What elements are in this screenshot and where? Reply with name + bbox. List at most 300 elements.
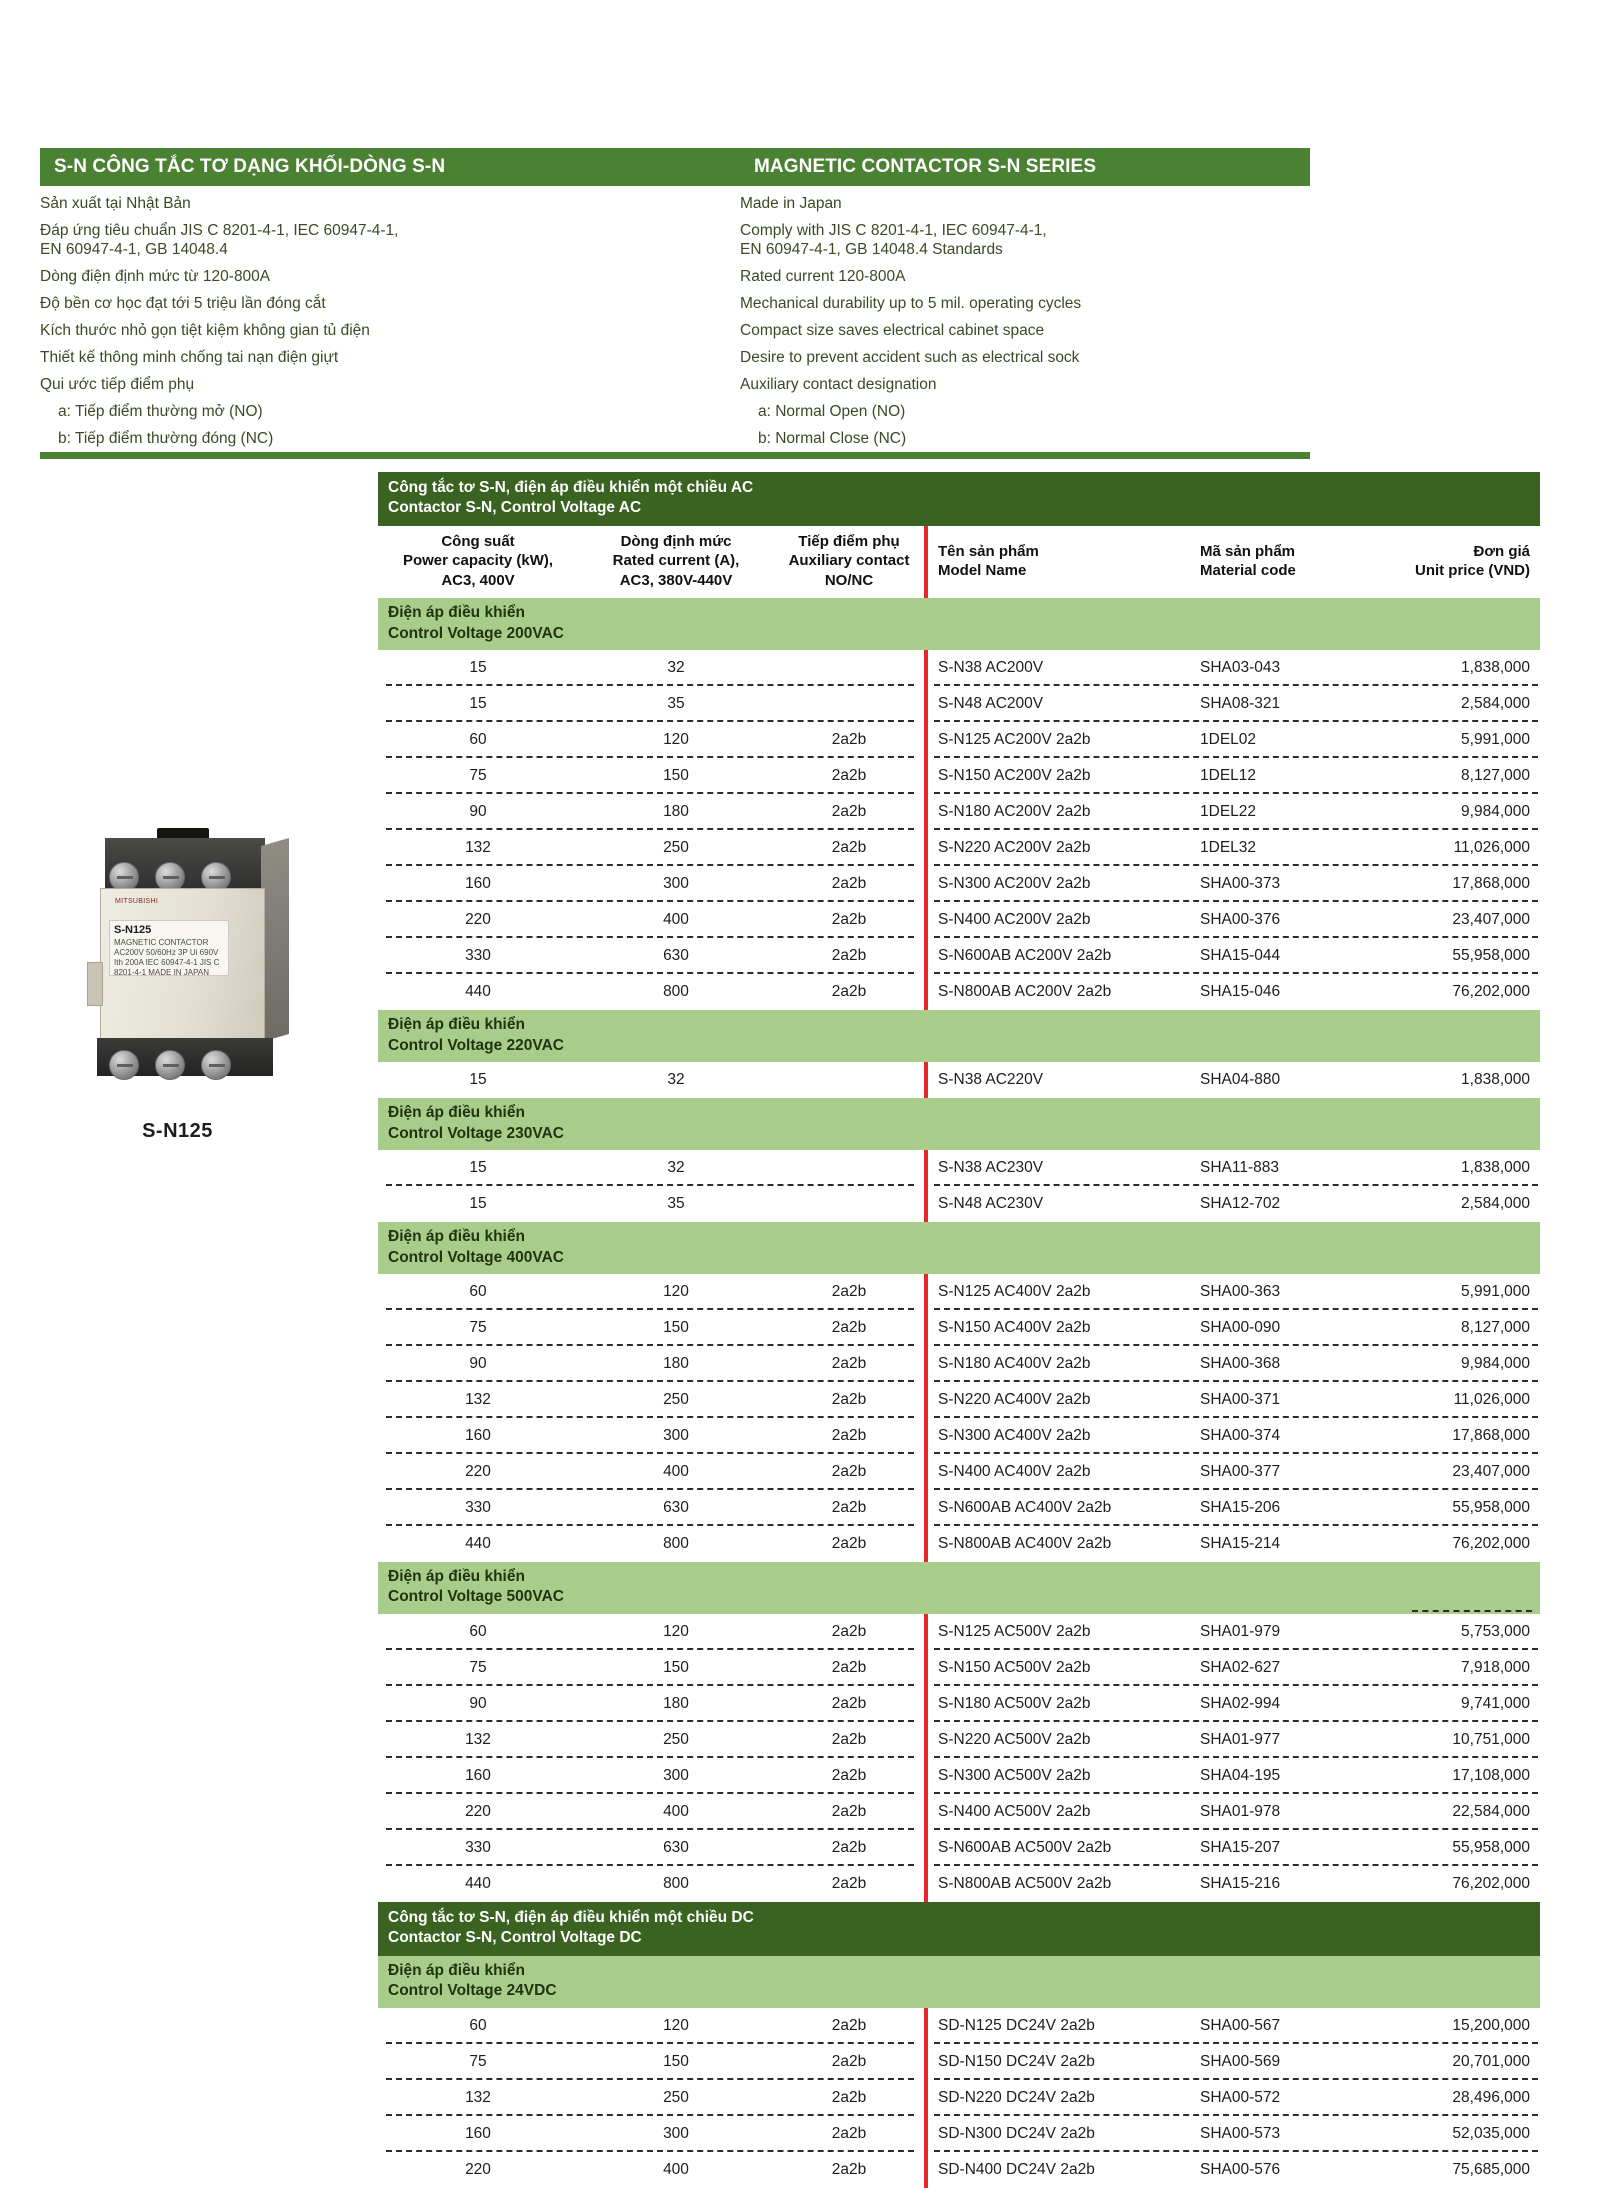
cell-current: 32	[667, 1159, 685, 1177]
cell-model: S-N600AB AC200V 2a2b	[938, 947, 1112, 965]
cell-model: S-N600AB AC400V 2a2b	[938, 1499, 1112, 1517]
cell-current: 630	[663, 947, 689, 965]
col-power-vi: Công suất	[441, 532, 515, 550]
cell-price: 76,202,000	[1452, 1874, 1530, 1892]
cell-power: 90	[469, 1355, 487, 1373]
table-row[interactable]	[378, 1382, 1540, 1418]
cell-auxiliary	[774, 1186, 924, 1222]
cell-power: 60	[469, 2016, 487, 2034]
cell-power: 440	[465, 1535, 491, 1553]
cell-current: 250	[663, 839, 689, 857]
header-divider-rule	[40, 452, 1310, 459]
band-ac-line1: Công tắc tơ S-N, điện áp điều khiển một chiều AC	[388, 479, 754, 496]
desc-en-2: EN 60947-4-1, GB 14048.4 Standards	[740, 240, 1003, 258]
cell-auxiliary: 2a2b	[831, 2088, 867, 2106]
cell-price: 2,584,000	[1461, 1195, 1530, 1213]
cell-code: SHA00-573	[1200, 2124, 1281, 2142]
voltage-subband	[378, 598, 1540, 650]
desc-en-0: Made in Japan	[740, 195, 842, 212]
voltage-subband	[378, 1098, 1540, 1150]
cell-auxiliary: 2a2b	[831, 1427, 867, 1445]
cell-model: S-N38 AC220V	[938, 1071, 1044, 1089]
cell-model: S-N180 AC400V 2a2b	[938, 1355, 1091, 1373]
table-row[interactable]	[378, 722, 1540, 758]
cell-power: 220	[465, 1463, 491, 1481]
cell-auxiliary: 2a2b	[831, 983, 867, 1001]
table-row[interactable]	[378, 2152, 1540, 2188]
terminal-screw	[109, 1050, 139, 1080]
cell-model: S-N38 AC200V	[938, 659, 1044, 677]
cell-code: SHA15-207	[1200, 1838, 1281, 1856]
desc-en-4: Mechanical durability up to 5 mil. operating cycles	[740, 294, 1082, 312]
cell-power: 75	[469, 767, 487, 785]
cell-code: SHA00-569	[1200, 2052, 1281, 2070]
cell-model: S-N150 AC400V 2a2b	[938, 1319, 1091, 1337]
col-current-en: Rated current (A),	[612, 552, 740, 570]
cell-current: 32	[667, 659, 685, 677]
cell-price: 5,991,000	[1461, 1283, 1530, 1301]
desc-vi-8: a: Tiếp điểm thường mở (NO)	[58, 402, 263, 420]
cell-model: S-N38 AC230V	[938, 1159, 1044, 1177]
table-row[interactable]	[378, 974, 1540, 1010]
cell-price: 20,701,000	[1452, 2052, 1530, 2070]
desc-en-7: Auxiliary contact designation	[740, 375, 937, 393]
section-band-dc	[378, 1902, 1540, 1956]
desc-vi-3: Dòng điện định mức từ 120-800A	[40, 267, 271, 285]
terminal-screw	[201, 1050, 231, 1080]
cell-current: 250	[663, 1730, 689, 1748]
cell-current: 300	[663, 1766, 689, 1784]
cell-code: SHA01-977	[1200, 1730, 1281, 1748]
col-aux-spec: NO/NC	[824, 571, 874, 589]
cell-auxiliary: 2a2b	[831, 2016, 867, 2034]
column-header-power	[378, 532, 578, 591]
cell-model: S-N180 AC500V 2a2b	[938, 1694, 1091, 1712]
table-row[interactable]	[378, 650, 1540, 686]
cell-model: S-N400 AC500V 2a2b	[938, 1802, 1091, 1820]
cell-auxiliary: 2a2b	[831, 1730, 867, 1748]
title-vietnamese: S-N CÔNG TẮC TƠ DẠNG KHỐI-DÒNG S-N	[40, 148, 740, 186]
cell-current: 400	[663, 911, 689, 929]
cell-auxiliary: 2a2b	[831, 2052, 867, 2070]
cell-model: S-N400 AC200V 2a2b	[938, 911, 1091, 929]
cell-code: SHA00-371	[1200, 1391, 1281, 1409]
desc-en-6: Desire to prevent accident such as electrical sock	[740, 348, 1080, 366]
cell-current: 400	[663, 1463, 689, 1481]
subband-line2: Control Voltage 200VAC	[388, 624, 564, 642]
table-row[interactable]	[378, 902, 1540, 938]
cell-power: 220	[465, 1802, 491, 1820]
subband-line2: Control Voltage 500VAC	[388, 1588, 564, 1606]
cell-auxiliary: 2a2b	[831, 731, 867, 749]
table-row[interactable]	[378, 1310, 1540, 1346]
col-code-vi: Mã sản phẩm	[1200, 542, 1296, 560]
col-price-en: Unit price (VND)	[1414, 562, 1530, 580]
cell-current: 120	[663, 731, 689, 749]
desc-vi-6: Thiết kế thông minh chống tai nạn điện giựt	[40, 348, 339, 366]
brand-mark: MITSUBISHI	[115, 898, 159, 905]
cell-model: S-N125 AC500V 2a2b	[938, 1622, 1091, 1640]
cell-power: 132	[465, 839, 491, 857]
cell-price: 55,958,000	[1452, 1838, 1530, 1856]
cell-code: SHA04-880	[1200, 1071, 1281, 1089]
table-row[interactable]	[378, 1614, 1540, 1650]
cell-current: 120	[663, 2016, 689, 2034]
product-caption: S-N125	[142, 1120, 213, 1142]
cell-auxiliary: 2a2b	[831, 839, 867, 857]
cell-price: 7,918,000	[1461, 1658, 1530, 1676]
table-row[interactable]	[378, 1346, 1540, 1382]
col-code-en: Material code	[1200, 562, 1296, 580]
table-row[interactable]	[378, 1526, 1540, 1562]
cell-current: 150	[663, 2052, 689, 2070]
cell-auxiliary: 2a2b	[831, 1694, 867, 1712]
product-image-block	[45, 770, 310, 1143]
cell-auxiliary: 2a2b	[831, 767, 867, 785]
desc-vi-5: Kích thước nhỏ gọn tiệt kiệm không gian tủ điện	[40, 321, 370, 339]
cell-code: SHA04-195	[1200, 1766, 1281, 1784]
cell-code: 1DEL02	[1200, 731, 1257, 749]
table-row[interactable]	[378, 1722, 1540, 1758]
cell-auxiliary: 2a2b	[831, 1463, 867, 1481]
cell-power: 330	[465, 947, 491, 965]
cell-code: 1DEL32	[1200, 839, 1257, 857]
cell-power: 15	[469, 1071, 487, 1089]
cell-price: 55,958,000	[1452, 1499, 1530, 1517]
desc-vi-4: Độ bền cơ học đạt tới 5 triệu lần đóng cắt	[40, 294, 326, 312]
cell-current: 180	[663, 803, 689, 821]
cell-current: 150	[663, 1658, 689, 1676]
dc-section-container	[378, 1956, 1540, 2188]
desc-en-5: Compact size saves electrical cabinet space	[740, 321, 1045, 339]
table-row[interactable]	[378, 1758, 1540, 1794]
price-table	[378, 472, 1540, 2188]
table-row[interactable]	[378, 1418, 1540, 1454]
table-row[interactable]	[378, 2008, 1540, 2044]
cell-price: 11,026,000	[1453, 839, 1530, 857]
subband-line1: Điện áp điều khiển	[388, 604, 525, 622]
voltage-subband	[378, 1956, 1540, 2008]
cell-price: 10,751,000	[1452, 1730, 1530, 1748]
cell-current: 250	[663, 1391, 689, 1409]
cell-power: 160	[465, 875, 491, 893]
desc-en-3: Rated current 120-800A	[740, 267, 906, 285]
cell-power: 220	[465, 911, 491, 929]
table-row[interactable]	[378, 1650, 1540, 1686]
column-divider-red	[924, 526, 928, 599]
cell-code: SHA00-376	[1200, 911, 1281, 929]
voltage-subband	[378, 1222, 1540, 1274]
nameplate-model: S-N125	[114, 924, 152, 936]
cell-power: 90	[469, 1694, 487, 1712]
cell-current: 400	[663, 2160, 689, 2178]
subband-line2: Control Voltage 230VAC	[388, 1124, 564, 1142]
cell-power: 75	[469, 2052, 487, 2070]
col-current-spec: AC3, 380V-440V	[619, 571, 733, 589]
col-aux-en: Auxiliary contact	[788, 552, 910, 570]
cell-power: 15	[469, 659, 487, 677]
cell-price: 17,868,000	[1452, 875, 1530, 893]
cell-power: 15	[469, 695, 487, 713]
table-row[interactable]	[378, 1062, 1540, 1098]
cell-model: SD-N125 DC24V 2a2b	[938, 2016, 1095, 2034]
table-row[interactable]	[378, 1274, 1540, 1310]
cell-current: 300	[663, 2124, 689, 2142]
cell-price: 9,741,000	[1461, 1694, 1530, 1712]
cell-power: 15	[469, 1195, 487, 1213]
cell-code: SHA15-046	[1200, 983, 1281, 1001]
contactor-nameplate	[109, 920, 229, 976]
cell-power: 60	[469, 1622, 487, 1640]
cell-model: S-N125 AC400V 2a2b	[938, 1283, 1091, 1301]
header-description-columns	[40, 186, 1310, 458]
cell-price: 76,202,000	[1452, 1535, 1530, 1553]
cell-code: SHA01-979	[1200, 1622, 1281, 1640]
cell-price: 8,127,000	[1461, 767, 1530, 785]
cell-code: SHA00-576	[1200, 2160, 1281, 2178]
table-row[interactable]	[378, 1794, 1540, 1830]
table-row[interactable]	[378, 938, 1540, 974]
cell-price: 2,584,000	[1461, 695, 1530, 713]
cell-model: S-N150 AC500V 2a2b	[938, 1658, 1091, 1676]
cell-code: SHA02-627	[1200, 1658, 1281, 1676]
table-row[interactable]	[378, 758, 1540, 794]
cell-code: SHA15-044	[1200, 947, 1281, 965]
contactor-lever-slot	[87, 962, 103, 1006]
nameplate-text: MAGNETIC CONTACTOR AC200V 50/60Hz 3P Ui 690V Ith 200A IEC 60947-4-1 JIS C 8201-4-1 MADE IN JAPAN	[114, 937, 220, 976]
desc-vi-2: EN 60947-4-1, GB 14048.4	[40, 240, 228, 258]
subband-line1: Điện áp điều khiển	[388, 1568, 525, 1586]
desc-vi-0: Sản xuất tại Nhật Bản	[40, 195, 191, 212]
cell-current: 35	[667, 695, 685, 713]
ac-sections-container	[378, 598, 1540, 1902]
cell-price: 1,838,000	[1461, 659, 1530, 677]
table-row[interactable]	[378, 686, 1540, 722]
cell-price: 15,200,000	[1452, 2016, 1530, 2034]
cell-price: 9,984,000	[1461, 1355, 1530, 1373]
cell-code: SHA02-994	[1200, 1694, 1281, 1712]
cell-code: SHA00-368	[1200, 1355, 1281, 1373]
cell-code: SHA00-373	[1200, 875, 1281, 893]
cell-price: 23,407,000	[1452, 911, 1530, 929]
cell-auxiliary: 2a2b	[831, 1874, 867, 1892]
title-bars	[40, 148, 1310, 186]
cell-code: SHA12-702	[1200, 1195, 1281, 1213]
row-group	[378, 650, 1540, 1010]
subband-line2: Control Voltage 24VDC	[388, 1982, 557, 2000]
cell-auxiliary: 2a2b	[831, 1499, 867, 1517]
cell-price: 28,496,000	[1452, 2088, 1530, 2106]
cell-auxiliary: 2a2b	[831, 2160, 867, 2178]
title-english: MAGNETIC CONTACTOR S-N SERIES	[740, 148, 1310, 186]
cell-model: S-N220 AC200V 2a2b	[938, 839, 1091, 857]
cell-current: 800	[663, 1874, 689, 1892]
cell-auxiliary: 2a2b	[831, 875, 867, 893]
cell-model: S-N48 AC230V	[938, 1195, 1044, 1213]
row-group	[378, 2008, 1540, 2188]
table-row[interactable]	[378, 1150, 1540, 1186]
cell-model: SD-N220 DC24V 2a2b	[938, 2088, 1095, 2106]
voltage-subband	[378, 1010, 1540, 1062]
cell-model: S-N220 AC500V 2a2b	[938, 1730, 1091, 1748]
cell-current: 800	[663, 983, 689, 1001]
cell-power: 330	[465, 1499, 491, 1517]
table-row[interactable]	[378, 866, 1540, 902]
description-vietnamese	[40, 196, 740, 458]
cell-current: 630	[663, 1499, 689, 1517]
cell-model: SD-N300 DC24V 2a2b	[938, 2124, 1095, 2142]
cell-price: 17,108,000	[1452, 1766, 1530, 1784]
cell-model: SD-N400 DC24V 2a2b	[938, 2160, 1095, 2178]
cell-price: 1,838,000	[1461, 1159, 1530, 1177]
description-english	[740, 196, 1310, 458]
desc-vi-9: b: Tiếp điểm thường đóng (NC)	[58, 429, 274, 447]
cell-price: 55,958,000	[1452, 947, 1530, 965]
row-group	[378, 1062, 1540, 1098]
voltage-subband	[378, 1562, 1540, 1614]
column-header-model	[924, 532, 1186, 591]
cell-auxiliary: 2a2b	[831, 1283, 867, 1301]
cell-auxiliary: 2a2b	[831, 1535, 867, 1553]
cell-power: 15	[469, 1159, 487, 1177]
col-aux-vi: Tiếp điểm phụ	[798, 532, 900, 550]
cell-auxiliary: 2a2b	[831, 911, 867, 929]
table-row[interactable]	[378, 2044, 1540, 2080]
cell-model: S-N150 AC200V 2a2b	[938, 767, 1091, 785]
cell-current: 32	[667, 1071, 685, 1089]
cell-auxiliary: 2a2b	[831, 1658, 867, 1676]
band-dc-line2: Contactor S-N, Control Voltage DC	[388, 1929, 642, 1947]
cell-code: SHA15-216	[1200, 1874, 1281, 1892]
cell-power: 60	[469, 731, 487, 749]
cell-auxiliary: 2a2b	[831, 1622, 867, 1640]
cell-code: SHA01-978	[1200, 1802, 1281, 1820]
cell-auxiliary: 2a2b	[831, 803, 867, 821]
cell-model: S-N800AB AC500V 2a2b	[938, 1874, 1112, 1892]
cell-auxiliary: 2a2b	[831, 1319, 867, 1337]
cell-power: 90	[469, 803, 487, 821]
col-power-spec: AC3, 400V	[441, 571, 515, 589]
cell-current: 400	[663, 1802, 689, 1820]
desc-vi-1: Đáp ứng tiêu chuẩn JIS C 8201-4-1, IEC 60947-4-1,	[40, 222, 399, 239]
cell-auxiliary	[774, 650, 924, 686]
table-row[interactable]	[378, 2116, 1540, 2152]
column-header-auxiliary	[774, 532, 924, 591]
cell-current: 120	[663, 1283, 689, 1301]
desc-en-8: a: Normal Open (NO)	[758, 402, 906, 420]
table-row[interactable]	[378, 794, 1540, 830]
cell-price: 22,584,000	[1452, 1802, 1530, 1820]
terminal-screw	[155, 1050, 185, 1080]
desc-en-1: Comply with JIS C 8201-4-1, IEC 60947-4-1,	[740, 222, 1047, 239]
column-header-current	[578, 532, 774, 591]
table-row[interactable]	[378, 1454, 1540, 1490]
cell-code: SHA00-377	[1200, 1463, 1281, 1481]
cell-price: 5,991,000	[1461, 731, 1530, 749]
contactor-side-housing	[261, 838, 289, 1042]
cell-power: 160	[465, 1427, 491, 1445]
cell-code: SHA00-090	[1200, 1319, 1281, 1337]
column-header-code	[1186, 532, 1392, 591]
table-row[interactable]	[378, 1866, 1540, 1902]
cell-model: S-N300 AC400V 2a2b	[938, 1427, 1091, 1445]
cell-code: SHA15-214	[1200, 1535, 1281, 1553]
cell-model: S-N300 AC200V 2a2b	[938, 875, 1091, 893]
stub-dash-rule	[1412, 1610, 1532, 1612]
table-row[interactable]	[378, 830, 1540, 866]
table-row[interactable]	[378, 1186, 1540, 1222]
cell-code: SHA03-043	[1200, 659, 1281, 677]
cell-code: 1DEL12	[1200, 767, 1257, 785]
table-row[interactable]	[378, 1830, 1540, 1866]
cell-price: 1,838,000	[1461, 1071, 1530, 1089]
cell-power: 220	[465, 2160, 491, 2178]
cell-code: SHA11-883	[1200, 1159, 1279, 1177]
cell-price: 23,407,000	[1452, 1463, 1530, 1481]
cell-current: 180	[663, 1694, 689, 1712]
cell-power: 75	[469, 1319, 487, 1337]
table-row[interactable]	[378, 1490, 1540, 1526]
cell-model: S-N180 AC200V 2a2b	[938, 803, 1091, 821]
col-current-vi: Dòng định mức	[620, 532, 732, 550]
cell-power: 440	[465, 983, 491, 1001]
table-row[interactable]	[378, 1686, 1540, 1722]
cell-current: 630	[663, 1838, 689, 1856]
cell-power: 160	[465, 2124, 491, 2142]
cell-auxiliary	[774, 686, 924, 722]
cell-price: 11,026,000	[1453, 1391, 1530, 1409]
column-header-price	[1392, 532, 1540, 591]
subband-line2: Control Voltage 400VAC	[388, 1248, 564, 1266]
cell-auxiliary	[774, 1150, 924, 1186]
table-column-headers	[378, 526, 1540, 599]
cell-power: 132	[465, 1391, 491, 1409]
band-ac-line2: Contactor S-N, Control Voltage AC	[388, 499, 642, 517]
page-header	[40, 148, 1310, 458]
cell-current: 150	[663, 767, 689, 785]
col-power-en: Power capacity (kW),	[402, 552, 554, 570]
col-model-en: Model Name	[938, 562, 1027, 580]
cell-power: 60	[469, 1283, 487, 1301]
cell-price: 9,984,000	[1461, 803, 1530, 821]
cell-model: S-N800AB AC200V 2a2b	[938, 983, 1112, 1001]
cell-model: SD-N150 DC24V 2a2b	[938, 2052, 1095, 2070]
col-model-vi: Tên sản phẩm	[938, 542, 1039, 560]
desc-en-9: b: Normal Close (NC)	[758, 429, 907, 447]
cell-power: 132	[465, 1730, 491, 1748]
cell-price: 52,035,000	[1452, 2124, 1530, 2142]
table-row[interactable]	[378, 2080, 1540, 2116]
cell-power: 132	[465, 2088, 491, 2106]
cell-current: 180	[663, 1355, 689, 1373]
cell-current: 300	[663, 1427, 689, 1445]
subband-line2: Control Voltage 220VAC	[388, 1036, 564, 1054]
cell-power: 75	[469, 1658, 487, 1676]
cell-model: S-N800AB AC400V 2a2b	[938, 1535, 1112, 1553]
subband-line1: Điện áp điều khiển	[388, 1016, 525, 1034]
row-group	[378, 1150, 1540, 1222]
cell-current: 800	[663, 1535, 689, 1553]
cell-code: SHA00-363	[1200, 1283, 1281, 1301]
band-dc-line1: Công tắc tơ S-N, điện áp điều khiển một chiều DC	[388, 1908, 754, 1926]
cell-auxiliary: 2a2b	[831, 2124, 867, 2142]
cell-price: 8,127,000	[1461, 1319, 1530, 1337]
cell-current: 120	[663, 1622, 689, 1640]
cell-price: 75,685,000	[1452, 2160, 1530, 2178]
cell-model: S-N300 AC500V 2a2b	[938, 1766, 1091, 1784]
cell-code: SHA00-374	[1200, 1427, 1281, 1445]
cell-power: 330	[465, 1838, 491, 1856]
